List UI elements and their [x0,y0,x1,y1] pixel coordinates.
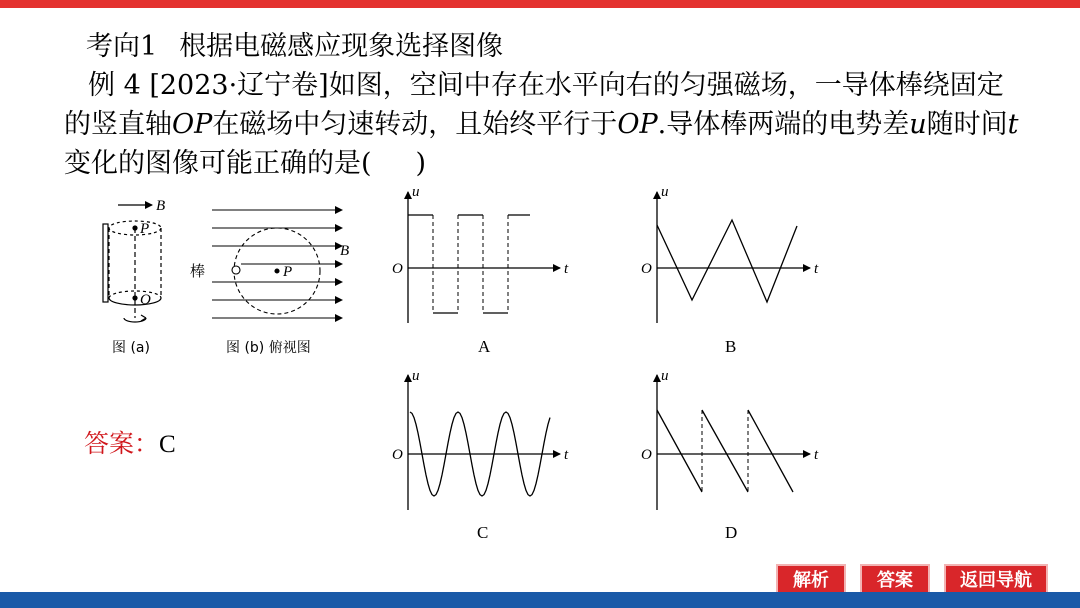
t-label-d: t [814,447,819,463]
answer-button[interactable]: 答案 [860,564,930,594]
heading-text: 根据电磁感应现象选择图像 [179,31,504,62]
axis-op-2: OP [617,109,658,140]
explain-button[interactable]: 解析 [776,564,846,594]
point-o-a [133,296,137,300]
label-b-a: B [156,198,166,214]
option-d-label: D [725,523,738,542]
caption-b: 图 (b) 俯视图 [226,340,311,356]
heading-label: 考向1 [86,31,158,62]
answer-line [84,424,176,460]
label-p-a: P [140,221,150,237]
option-c-label: C [477,523,489,542]
origin-d: O [641,447,652,463]
graph-a [408,192,560,323]
var-u: u [909,109,927,140]
question-mid2: .导体棒两端的电势差 [657,109,910,140]
caption-a: 图 (a) [112,340,150,356]
origin-b: O [641,261,652,277]
question-prefix: 例 4 [2023·辽宁卷]如图，空间中存在水平向右的匀强磁场，一导体棒绕固定的竖直轴 [64,70,1004,140]
graph-d [657,375,810,510]
label-b-b: B [340,243,350,259]
figure-a [103,205,161,322]
point-p-a [133,226,137,230]
var-t: t [1007,109,1019,140]
graph-b [657,192,810,323]
answer-label: 答案： [84,429,160,458]
figure-b [212,210,342,318]
t-label-a: t [564,261,569,277]
option-a-label: A [478,337,491,356]
question-mid1: 在磁场中匀速转动，且始终平行于 [212,109,618,140]
question-suffix: 变化的图像可能正确的是( [64,148,372,179]
label-p-b: P [283,264,293,280]
question-mid3: 随时间 [926,109,1008,140]
back-to-nav-button[interactable]: 返回导航 [944,564,1048,594]
answer-value: C [159,431,176,458]
axis-op-1: OP [172,109,213,140]
u-label-b: u [661,184,669,200]
u-label-c: u [412,368,420,384]
origin-c: O [392,447,403,463]
wave-d-seg2 [702,410,748,492]
label-o-a: O [140,292,151,308]
u-label-d: u [661,368,669,384]
rod-a [103,224,108,302]
t-label-c: t [564,447,569,463]
question-close: ) [415,148,427,179]
origin-a: O [392,261,403,277]
wave-b [657,220,797,302]
wave-d-seg1 [657,410,702,492]
u-label-a: u [412,184,420,200]
rod-top-view [232,266,240,274]
bottom-accent-bar [0,592,1080,608]
t-label-b: t [814,261,819,277]
graph-c [408,375,560,510]
rod-label: 棒 [190,262,206,280]
option-b-label: B [725,337,737,356]
point-p-b [275,269,279,273]
wave-d-seg3 [748,410,793,492]
